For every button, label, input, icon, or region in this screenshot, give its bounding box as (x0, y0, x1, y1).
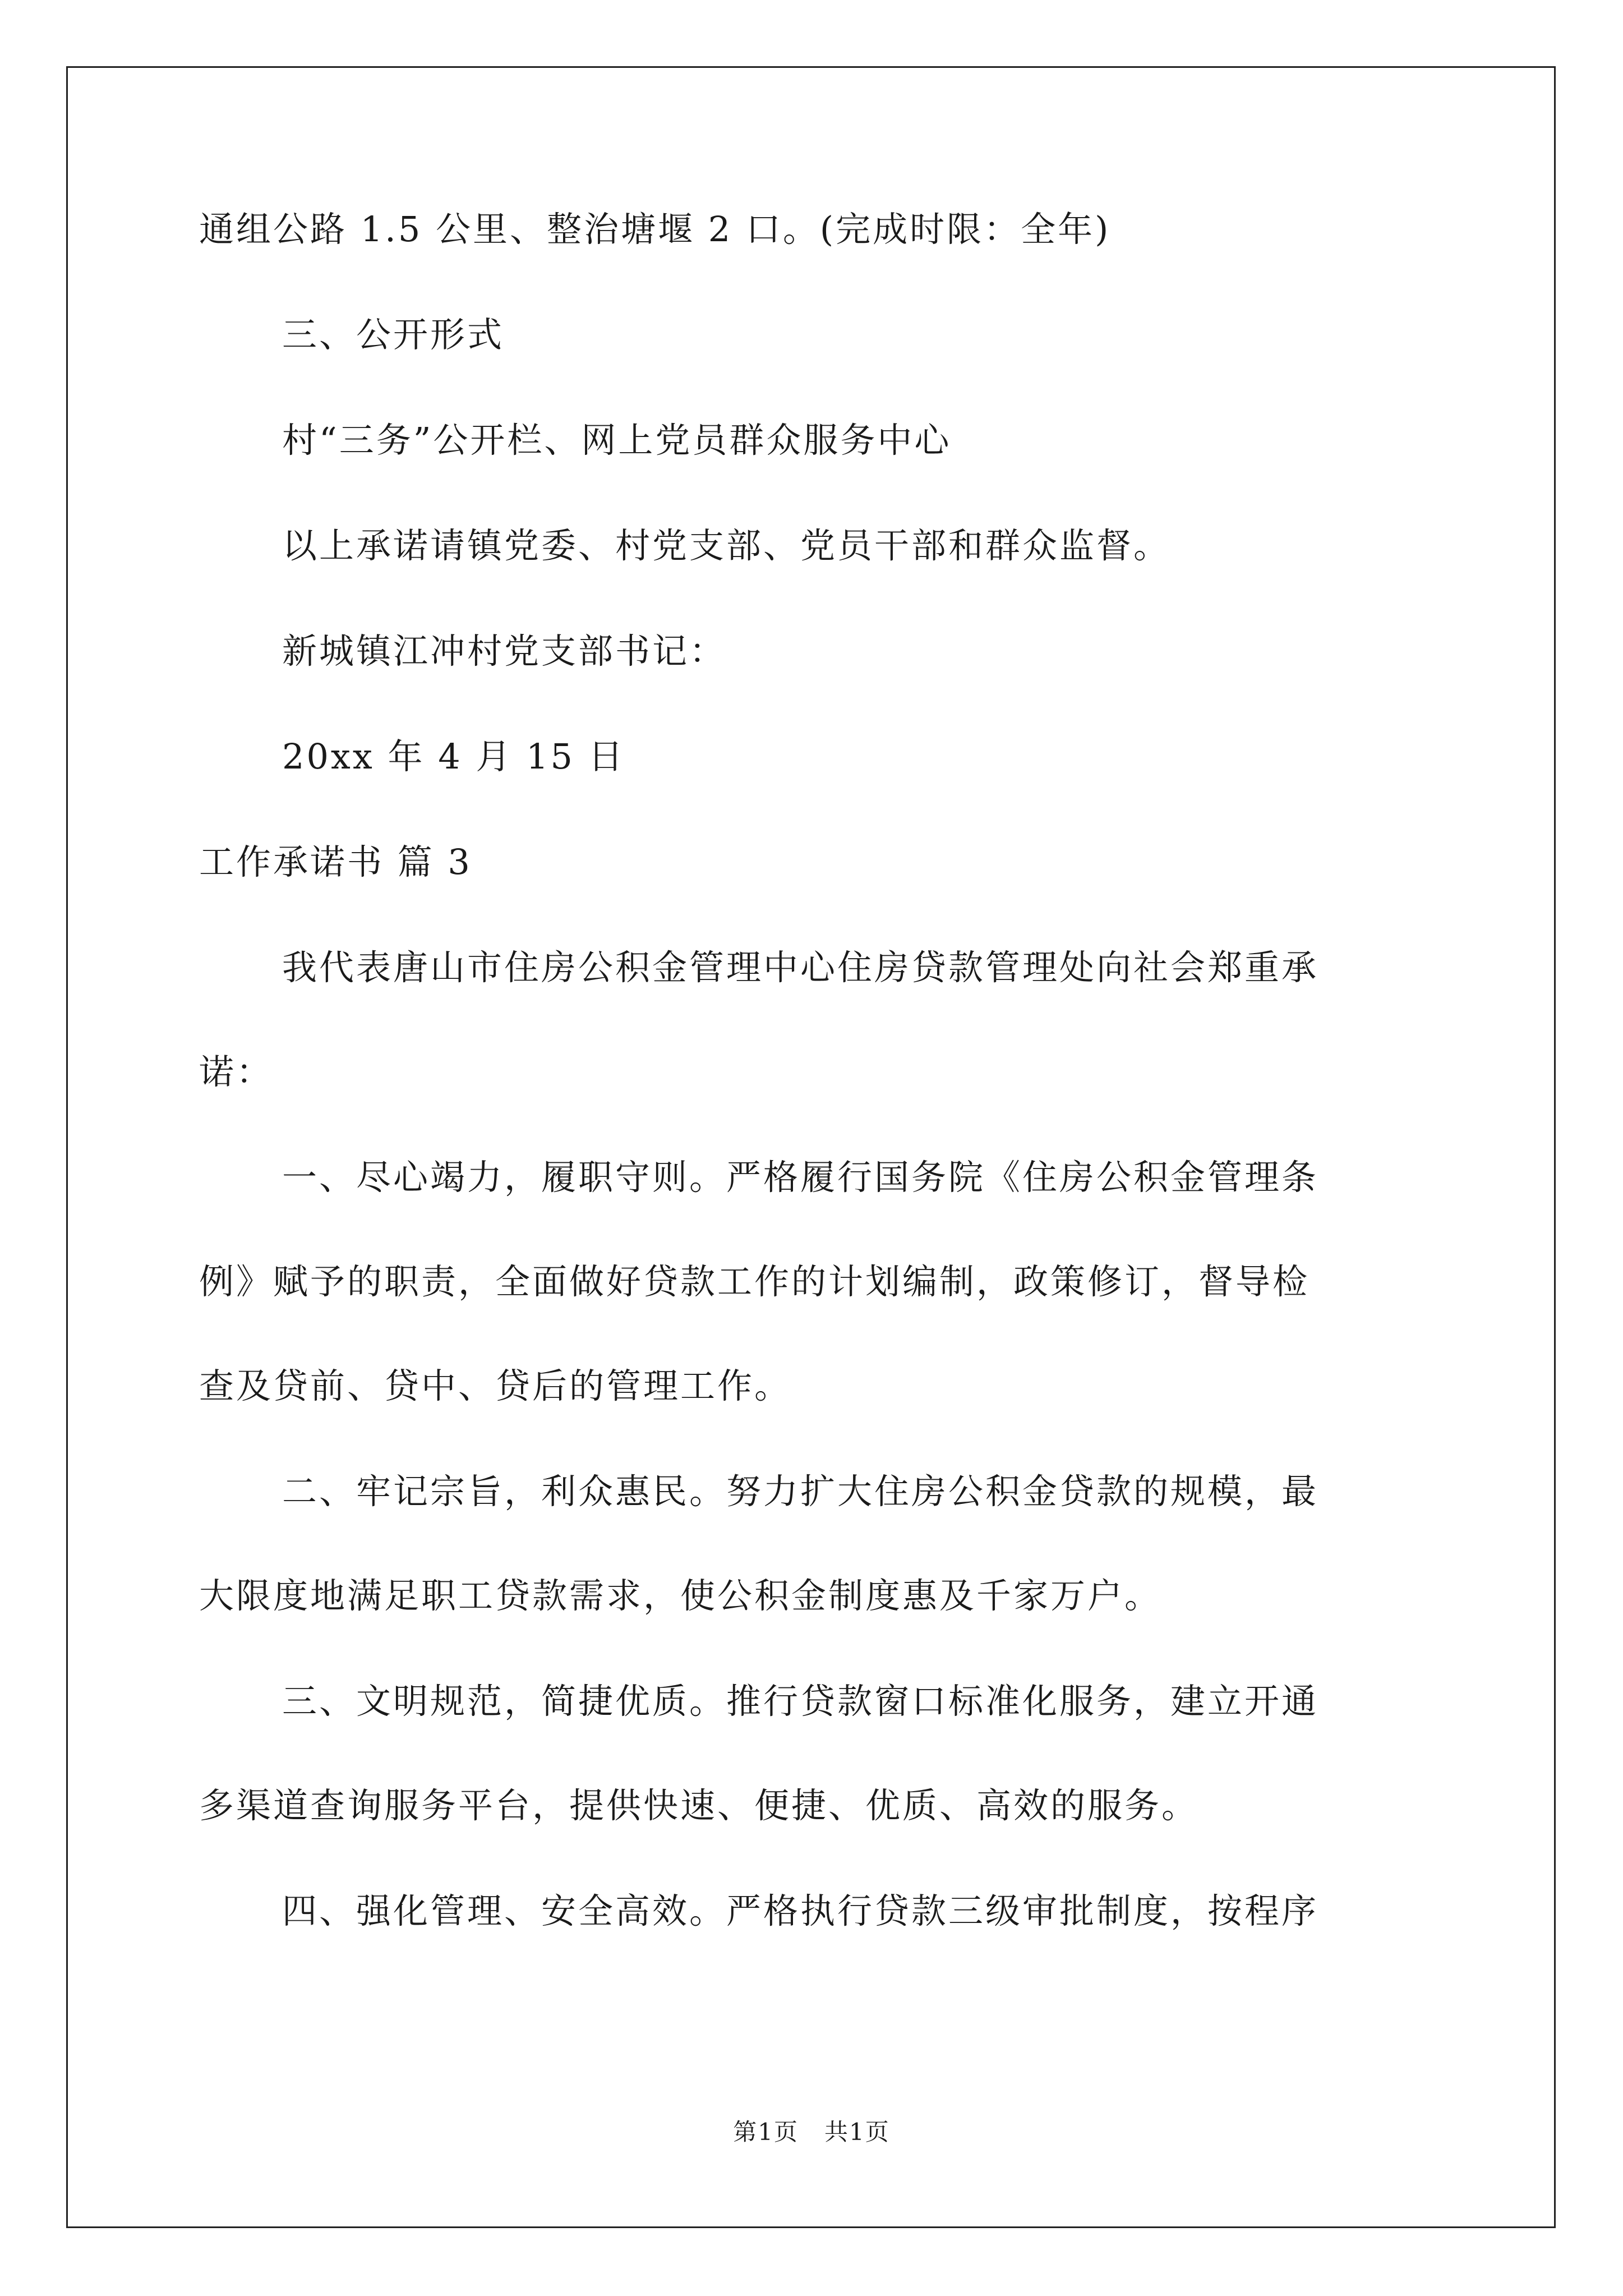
paragraph-line: 村“三务”公开栏、网上党员群众服务中心 (282, 420, 952, 461)
document-body (199, 209, 1422, 1931)
paragraph-line: 三、文明规范，简捷优质。推行贷款窗口标准化服务，建立开通 (282, 1681, 1319, 1722)
paragraph-line: 以上承诺请镇党委、村党支部、党员干部和群众监督。 (282, 525, 1171, 566)
text-line-continuation: 通组公路 1.5 公里、整治塘堰 2 口。(完成时限：全年) (199, 209, 1111, 250)
paragraph-line-continuation: 查及贷前、贷中、贷后的管理工作。 (199, 1365, 792, 1406)
page-number-footer: 第1页 共1页 (733, 2118, 890, 2146)
paragraph-line: 二、牢记宗旨，利众惠民。努力扩大住房公积金贷款的规模，最 (282, 1471, 1319, 1512)
date-line: 20xx 年 4 月 15 日 (282, 736, 625, 777)
paragraph-line-continuation: 多渠道查询服务平台，提供快速、便捷、优质、高效的服务。 (199, 1785, 1199, 1826)
paragraph-line: 我代表唐山市住房公积金管理中心住房贷款管理处向社会郑重承 (282, 947, 1319, 988)
paragraph-line-continuation: 例》赋予的职责，全面做好贷款工作的计划编制，政策修订，督导检 (199, 1261, 1310, 1302)
paragraph-line-continuation: 诺： (199, 1051, 274, 1092)
paragraph-line: 一、尽心竭力，履职守则。严格履行国务院《住房公积金管理条 (282, 1157, 1319, 1198)
paragraph-line-continuation: 大限度地满足职工贷款需求，使公积金制度惠及千家万户。 (199, 1575, 1162, 1616)
document-title: 工作承诺书 篇 3 (199, 841, 472, 882)
paragraph-line: 四、强化管理、安全高效。严格执行贷款三级审批制度，按程序 (282, 1890, 1319, 1931)
section-heading: 三、公开形式 (282, 314, 505, 355)
signature-line: 新城镇江冲村党支部书记： (282, 631, 727, 671)
